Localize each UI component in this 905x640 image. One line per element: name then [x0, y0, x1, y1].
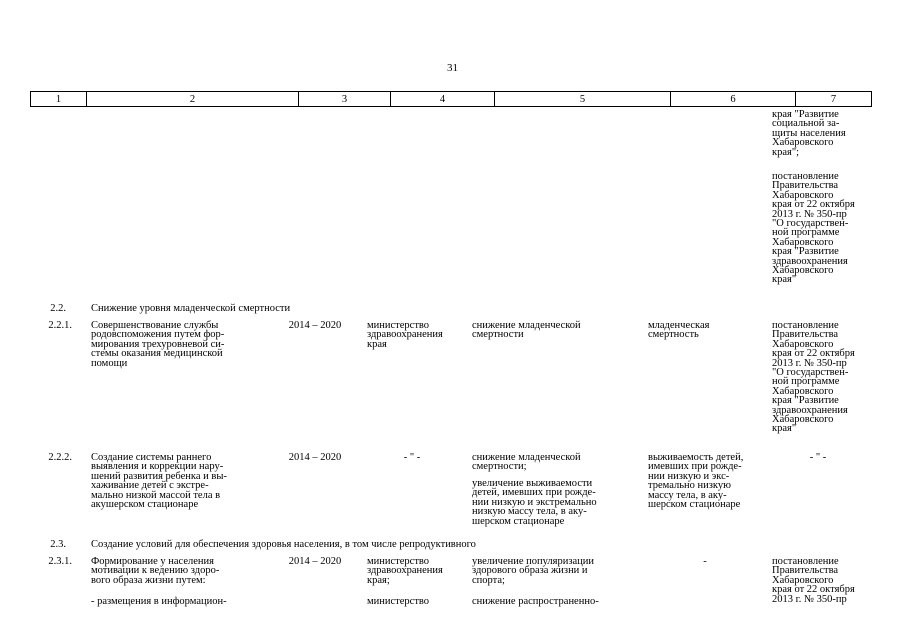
continued-doc-reference-b: постановление Правительства Хабаровского края от 22 октября 2013 г. № 350-пр "О государствен- ной программе Хабаровского края "Развитие здравоохранения Хабаровского края": [772, 171, 855, 286]
measure-subitem: - размещения в информацион-: [91, 596, 227, 607]
row-number: 2.2.1.: [48, 320, 72, 331]
measure-name: Формирование у населения мотивации к ведению здоро- вого образа жизни путем:: [91, 556, 220, 586]
indicator: младенческая смертность: [648, 320, 710, 341]
header-col-3: 3: [299, 92, 391, 106]
expected-result-a: снижение младенческой смертности;: [472, 452, 581, 473]
period: 2014 – 2020: [288, 556, 342, 567]
measure-name: Создание системы раннего выявления и коррекции нару- шений развития ребенка и вы- хаживание детей с экстре- мально низкой массой тела в акушерском стационаре: [91, 452, 227, 511]
header-col-1: 1: [31, 92, 87, 106]
row-number: 2.3.1.: [48, 556, 72, 567]
doc-reference: - " -: [809, 452, 827, 463]
period: 2014 – 2020: [288, 320, 342, 331]
period: 2014 – 2020: [288, 452, 342, 463]
executor-b: министерство: [367, 596, 430, 607]
expected-result: снижение младенческой смертности: [472, 320, 581, 341]
row-number: 2.2.2.: [48, 452, 72, 463]
executor-a: министерство здравоохранения края;: [367, 556, 443, 586]
section-number: 2.3.: [50, 539, 66, 550]
section-number: 2.2.: [50, 303, 66, 314]
doc-reference: постановление Правительства Хабаровского края от 22 октября 2013 г. № 350-пр: [772, 556, 855, 605]
expected-result-b: снижение распространенно-: [472, 596, 599, 607]
page-number: 31: [447, 62, 458, 74]
header-col-5: 5: [495, 92, 671, 106]
header-col-4: 4: [391, 92, 495, 106]
executor: - " -: [403, 452, 421, 463]
indicator: выживаемость детей, имевших при рожде- нии низкую и экс- тремально низкую массу тела, в аку- шерском стационаре: [648, 452, 744, 511]
doc-reference: постановление Правительства Хабаровского края от 22 октября 2013 г. № 350-пр "О государствен- ной программе Хабаровского края "Развитие здравоохранения Хабаровского края": [772, 320, 855, 435]
expected-result-a: увеличение популяризации здорового образа жизни и спорта;: [472, 556, 595, 586]
measure-name: Совершенствование службы родовспоможения путем фор- мирования трехуровневой си- стемы оказания медицинской помощи: [91, 320, 225, 369]
executor: министерство здравоохранения края: [367, 320, 443, 350]
section-title: Снижение уровня младенческой смертности: [91, 303, 291, 314]
header-col-6: 6: [671, 92, 796, 106]
header-col-7: 7: [830, 94, 837, 105]
table-header-row: [30, 91, 872, 107]
continued-doc-reference-a: края "Развитие социальной за- щиты населения Хабаровского края";: [772, 109, 846, 158]
header-col-2: 2: [87, 92, 299, 106]
section-title: Создание условий для обеспечения здоровья населения, в том числе репродуктивного: [91, 539, 476, 550]
expected-result-b: увеличение выживаемости детей, имевших при рожде- нии низкую и экстремально низкую массу тела, в аку- шерском стационаре: [472, 478, 597, 527]
indicator: -: [703, 556, 707, 567]
